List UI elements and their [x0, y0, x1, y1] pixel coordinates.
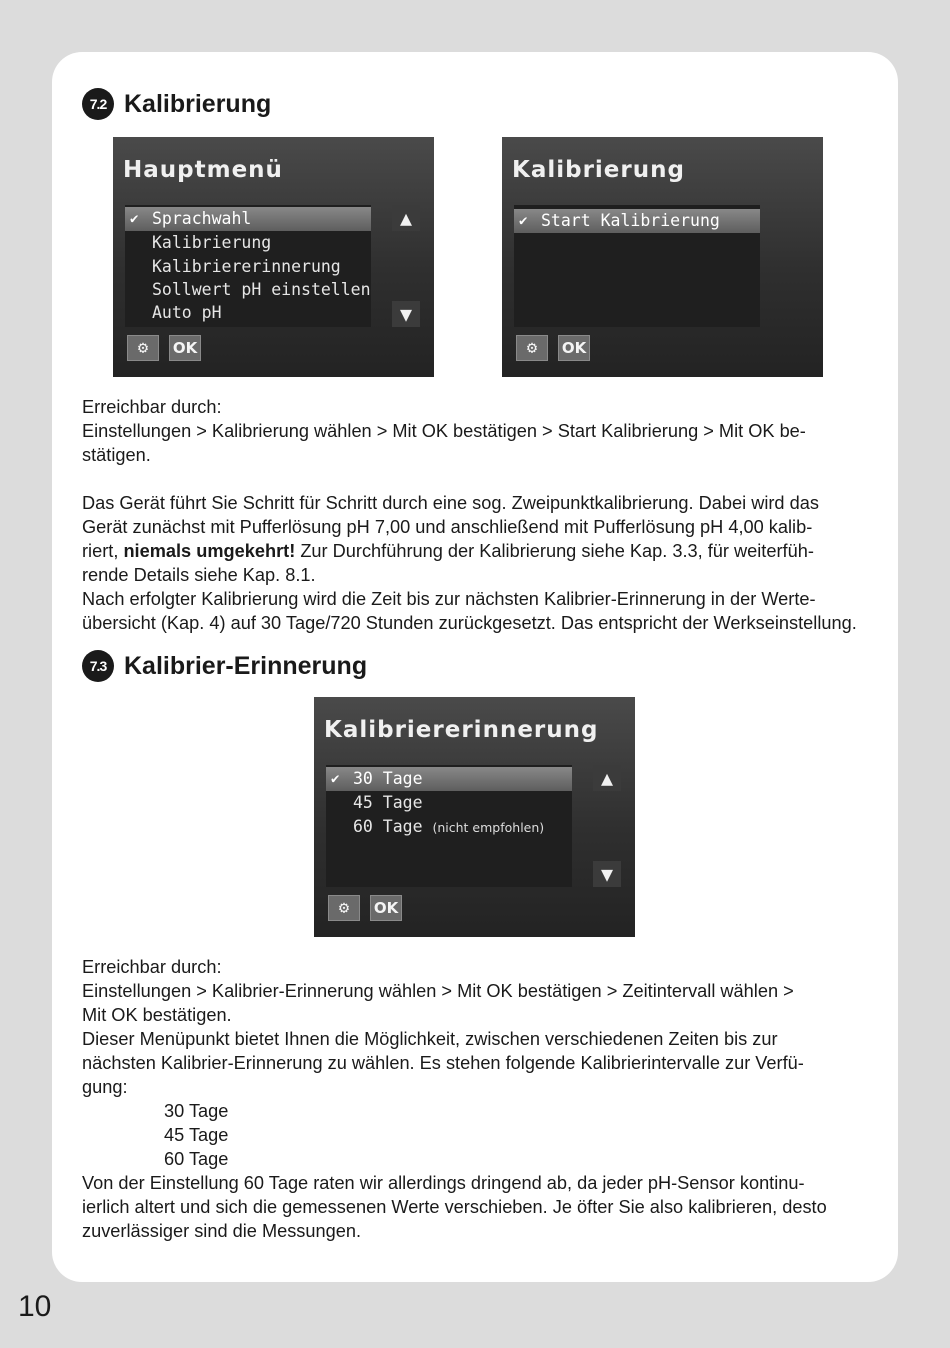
menu-item-60-tage[interactable]: 60 Tage (nicht empfohlen) — [353, 817, 545, 836]
paragraph-line: übersicht (Kap. 4) auf 30 Tage/720 Stunden zurückgesetzt. Das entspricht der Werkseinstellung. — [82, 613, 857, 633]
menu-list — [514, 205, 760, 327]
interval-option: 45 Tage — [164, 1125, 229, 1145]
screen-title: Hauptmenü — [123, 157, 283, 183]
screen-hauptmenu — [113, 137, 434, 377]
nav-path-line: Mit OK bestätigen. — [82, 1005, 232, 1025]
menu-item-sprachwahl[interactable]: ✔ Sprachwahl — [125, 207, 371, 231]
section-number-badge: 7.3 — [82, 650, 114, 682]
reach-label: Erreichbar durch: — [82, 957, 222, 977]
nav-path-line: stätigen. — [82, 445, 151, 465]
reach-label: Erreichbar durch: — [82, 397, 222, 417]
settings-gear-icon[interactable]: ⚙ — [328, 895, 360, 921]
section-text-kalibrierung — [82, 395, 872, 635]
screen-kalibrierung — [502, 137, 823, 377]
paragraph-line: Dieser Menüpunkt bietet Ihnen die Möglichkeit, zwischen verschiedenen Zeiten bis zur — [82, 1029, 778, 1049]
paragraph-line: nächsten Kalibrier-Erinnerung zu wählen. Es stehen folgende Kalibrierintervalle zur Verfü- — [82, 1053, 804, 1073]
nav-path-line: Einstellungen > Kalibrier-Erinnerung wählen > Mit OK bestätigen > Zeitintervall wählen > — [82, 981, 794, 1001]
settings-gear-icon[interactable]: ⚙ — [516, 335, 548, 361]
paragraph-line: rende Details siehe Kap. 8.1. — [82, 565, 316, 585]
check-icon: ✔ — [519, 213, 528, 229]
section-number-badge: 7.2 — [82, 88, 114, 120]
check-icon: ✔ — [331, 771, 340, 787]
paragraph-line: Von der Einstellung 60 Tage raten wir allerdings dringend ab, da jeder pH-Sensor kontinu- — [82, 1173, 805, 1193]
menu-item-45-tage[interactable]: 45 Tage — [353, 793, 423, 812]
menu-item-kalibriererinnerung[interactable]: Kalibriererinnerung — [152, 257, 341, 276]
settings-gear-icon[interactable]: ⚙ — [127, 335, 159, 361]
menu-item-sollwert[interactable]: Sollwert pH einstellen — [152, 280, 371, 299]
nav-path-line: Einstellungen > Kalibrierung wählen > Mit OK bestätigen > Start Kalibrierung > Mit OK be- — [82, 421, 806, 441]
ok-button[interactable]: OK — [370, 895, 402, 921]
ok-button[interactable]: OK — [169, 335, 201, 361]
paragraph-line: Gerät zunächst mit Pufferlösung pH 7,00 und anschließend mit Pufferlösung pH 4,00 kalib- — [82, 517, 813, 537]
interval-option: 60 Tage — [164, 1149, 229, 1169]
screen-kalibriererinnerung — [314, 697, 635, 937]
scroll-down-icon[interactable]: ▼ — [593, 861, 621, 887]
not-recommended-note: (nicht empfohlen) — [432, 820, 545, 835]
scroll-up-icon[interactable]: ▲ — [593, 765, 621, 791]
menu-list — [125, 205, 371, 327]
scroll-up-icon[interactable]: ▲ — [392, 205, 420, 231]
paragraph-line: riert, niemals umgekehrt! Zur Durchführung der Kalibrierung siehe Kap. 3.3, für weiterfüh- — [82, 541, 814, 561]
menu-item-30-tage[interactable]: ✔ 30 Tage — [326, 767, 572, 791]
menu-item-auto-ph[interactable]: Auto pH — [152, 303, 222, 322]
paragraph-line: Das Gerät führt Sie Schritt für Schritt durch eine sog. Zweipunktkalibrierung. Dabei wird das — [82, 493, 819, 513]
page-number: 10 — [18, 1290, 52, 1323]
check-icon: ✔ — [130, 211, 139, 227]
paragraph-line: ierlich altert und sich die gemessenen Werte verschieben. Je öfter Sie also kalibrieren, desto — [82, 1197, 827, 1217]
ok-button[interactable]: OK — [558, 335, 590, 361]
paragraph-line: zuverlässiger sind die Messungen. — [82, 1221, 362, 1241]
screen-title: Kalibrierung — [512, 157, 685, 183]
section-text-kalibrier-erinnerung — [82, 955, 872, 1243]
menu-item-kalibrierung[interactable]: Kalibrierung — [152, 233, 272, 252]
menu-list — [326, 765, 572, 887]
section-heading-kalibrier-erinnerung — [82, 650, 367, 682]
section-title: Kalibrierung — [124, 89, 272, 118]
section-title: Kalibrier-Erinnerung — [124, 651, 368, 680]
menu-item-start-kalibrierung[interactable]: ✔ Start Kalibrierung — [514, 209, 760, 233]
warning-emphasis: niemals umgekehrt! — [123, 541, 296, 561]
interval-option: 30 Tage — [164, 1101, 229, 1121]
paragraph-line: gung: — [82, 1077, 128, 1097]
section-heading-kalibrierung — [82, 88, 271, 120]
screen-title: Kalibriererinnerung — [324, 717, 599, 743]
paragraph-line: Nach erfolgter Kalibrierung wird die Zeit bis zur nächsten Kalibrier-Erinnerung in der Werte- — [82, 589, 816, 609]
scroll-down-icon[interactable]: ▼ — [392, 301, 420, 327]
